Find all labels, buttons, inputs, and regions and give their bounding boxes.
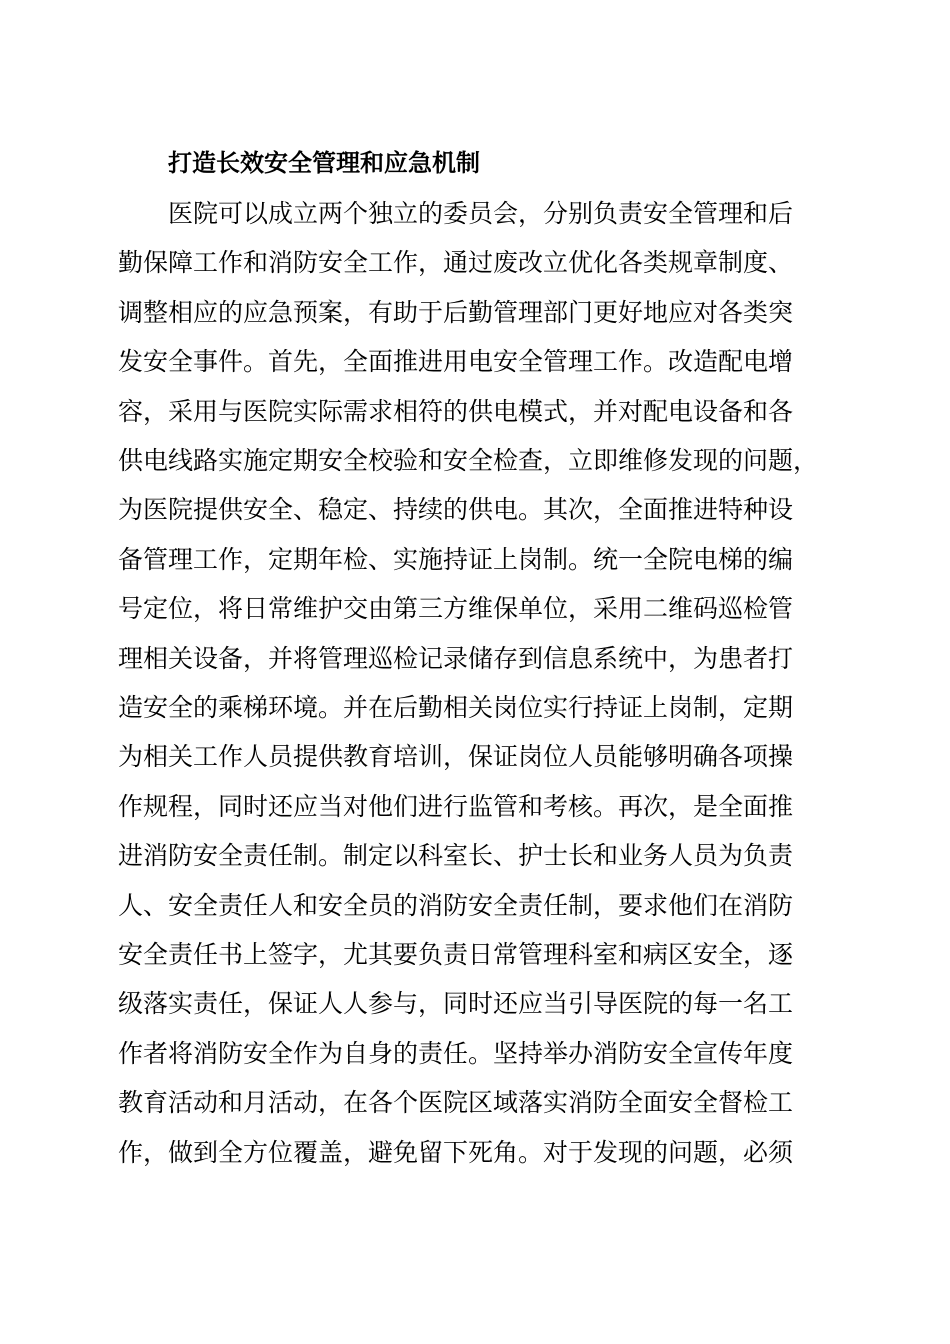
paragraph-line: 级落实责任，保证人人参与，同时还应当引导医院的每一名工: [118, 989, 794, 1019]
section-heading: 打造长效安全管理和应急机制: [168, 149, 480, 177]
paragraph-line: 作，做到全方位覆盖，避免留下死角。对于发现的问题，必须: [118, 1137, 794, 1167]
paragraph-line: 调整相应的应急预案，有助于后勤管理部门更好地应对各类突: [118, 297, 794, 327]
paragraph-line: 进消防安全责任制。制定以科室长、护士长和业务人员为负责: [118, 841, 794, 871]
paragraph-line: 人、安全责任人和安全员的消防安全责任制，要求他们在消防: [118, 890, 794, 920]
paragraph-line: 勤保障工作和消防安全工作，通过废改立优化各类规章制度、: [118, 248, 794, 278]
paragraph-line: 安全责任书上签字，尤其要负责日常管理科室和病区安全，逐: [118, 940, 794, 969]
paragraph-line: 作者将消防安全作为自身的责任。坚持举办消防安全宣传年度: [118, 1038, 794, 1068]
paragraph-line: 容，采用与医院实际需求相符的供电模式，并对配电设备和各: [118, 396, 794, 426]
paragraph-line: 号定位，将日常维护交由第三方维保单位，采用二维码巡检管: [118, 594, 794, 624]
paragraph-line: 供电线路实施定期安全校验和安全检查，立即维修发现的问题，: [118, 446, 819, 475]
paragraph-line: 造安全的乘梯环境。并在后勤相关岗位实行持证上岗制，定期: [118, 693, 794, 722]
paragraph-line: 理相关设备，并将管理巡检记录储存到信息系统中，为患者打: [118, 643, 794, 673]
paragraph-line: 发安全事件。首先，全面推进用电安全管理工作。改造配电增: [118, 347, 794, 377]
paragraph-line: 作规程，同时还应当对他们进行监管和考核。再次，是全面推: [118, 791, 794, 821]
paragraph-line: 为医院提供安全、稳定、持续的供电。其次，全面推进特种设: [118, 495, 794, 525]
paragraph-line: 备管理工作，定期年检、实施持证上岗制。统一全院电梯的编: [118, 544, 794, 574]
paragraph-line: 教育活动和月活动，在各个医院区域落实消防全面安全督检工: [118, 1088, 794, 1118]
paragraph-line: 为相关工作人员提供教育培训，保证岗位人员能够明确各项操: [118, 742, 794, 772]
paragraph-line: 医院可以成立两个独立的委员会，分别负责安全管理和后: [168, 199, 794, 228]
